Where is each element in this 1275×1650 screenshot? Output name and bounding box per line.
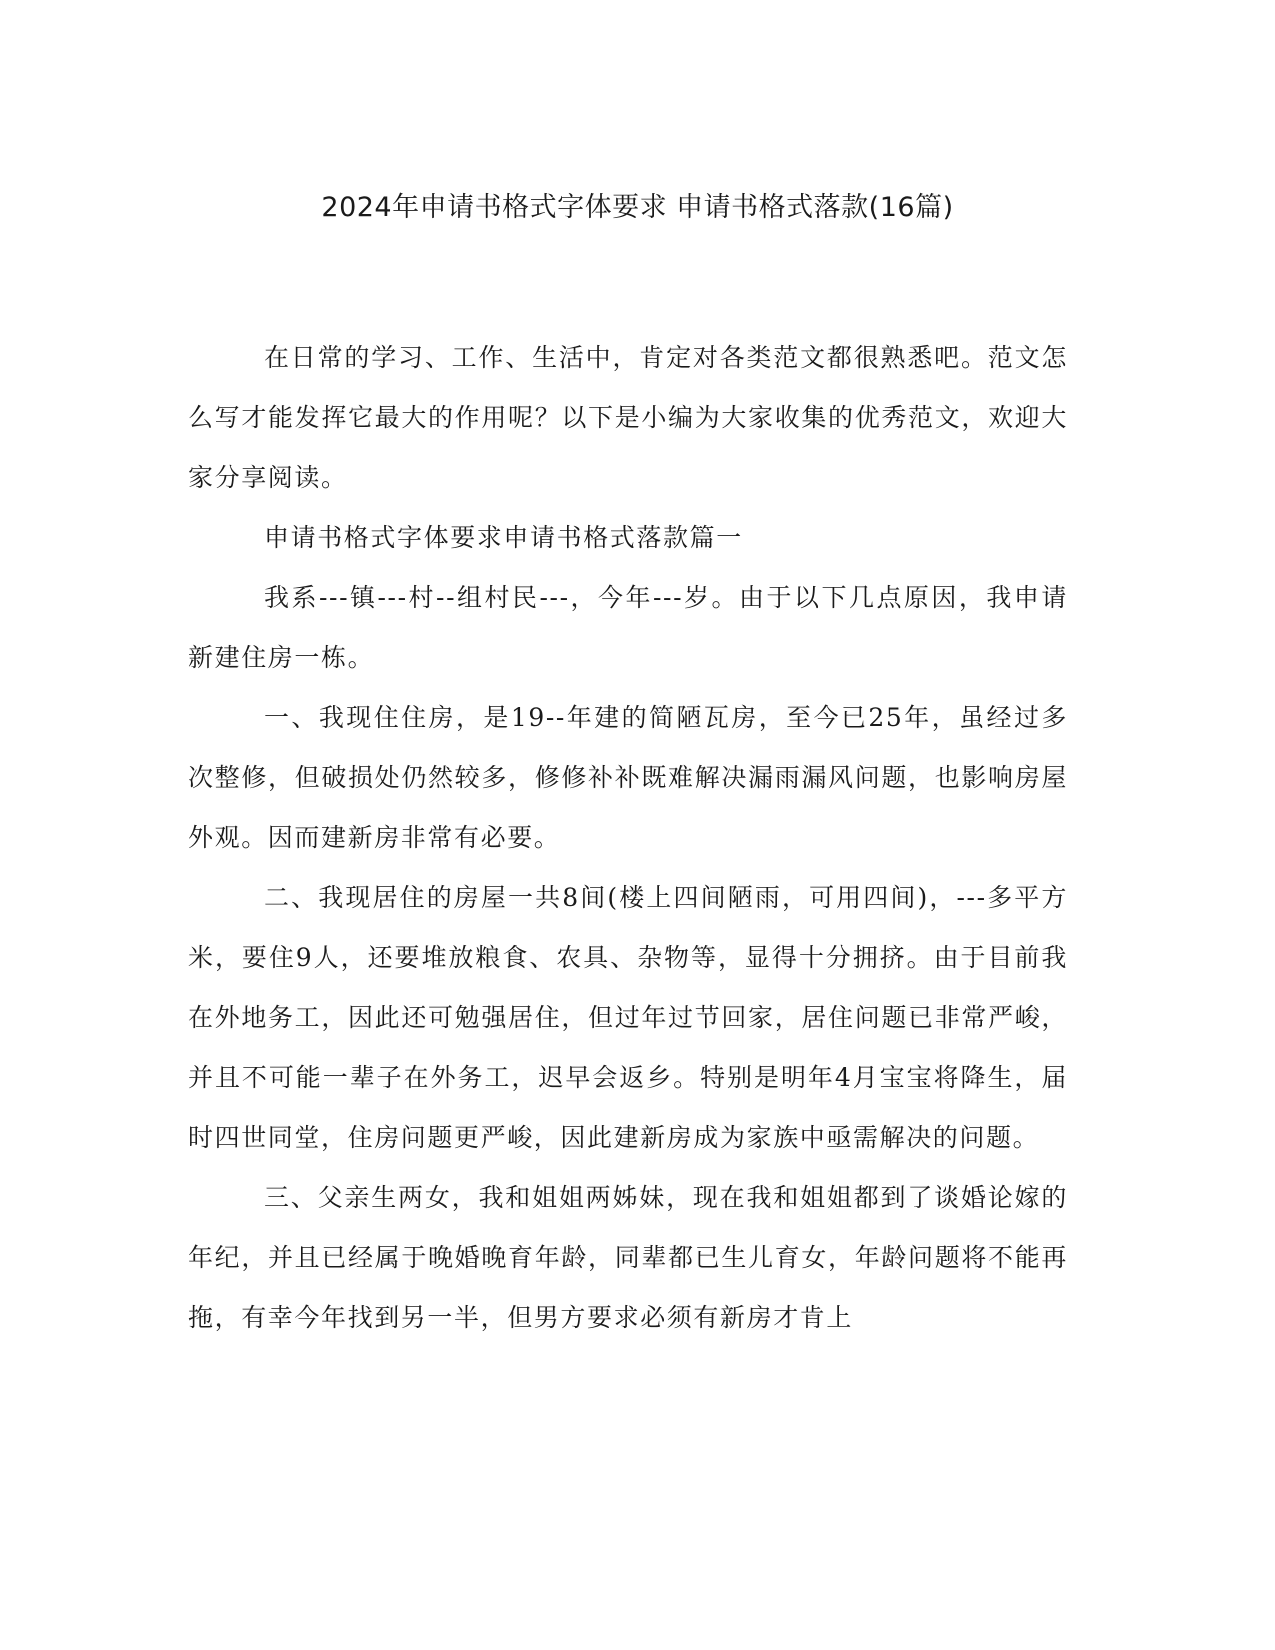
reason-two-paragraph: 二、我现居住的房屋一共8间(楼上四间陋雨，可用四间)，---多平方米，要住9人，还要堆放粮食、农具、杂物等，显得十分拥挤。由于目前我在外地务工，因此还可勉强居住，但过年过节回家，居住问题已非常严峻，并且不可能一辈子在外务工，迟早会返乡。特别是明年4月宝宝将降生，届时四世同堂，住房问题更严峻，因此建新房成为家族中亟需解决的问题。 bbox=[188, 883, 1068, 1152]
document-title: 2024年申请书格式字体要求 申请书格式落款(16篇) bbox=[321, 192, 954, 223]
reason-one-paragraph: 一、我现住住房，是19--年建的简陋瓦房，至今已25年，虽经过多次整修，但破损处仍然较多，修修补补既难解决漏雨漏风问题，也影响房屋外观。因而建新房非常有必要。 bbox=[188, 703, 1068, 852]
reason-three-paragraph: 三、父亲生两女，我和姐姐两姊妹，现在我和姐姐都到了谈婚论嫁的年纪，并且已经属于晚婚晚育年龄，同辈都已生儿育女，年龄问题将不能再拖，有幸今年找到另一半，但男方要求必须有新房才肯上 bbox=[188, 1183, 1068, 1332]
document-body bbox=[188, 328, 1068, 1348]
intro-paragraph: 在日常的学习、工作、生活中，肯定对各类范文都很熟悉吧。范文怎么写才能发挥它最大的作用呢？以下是小编为大家收集的优秀范文，欢迎大家分享阅读。 bbox=[188, 343, 1068, 492]
applicant-paragraph: 我系---镇---村--组村民---，今年---岁。由于以下几点原因，我申请新建住房一栋。 bbox=[188, 583, 1068, 672]
section-heading: 申请书格式字体要求申请书格式落款篇一 bbox=[264, 523, 743, 552]
